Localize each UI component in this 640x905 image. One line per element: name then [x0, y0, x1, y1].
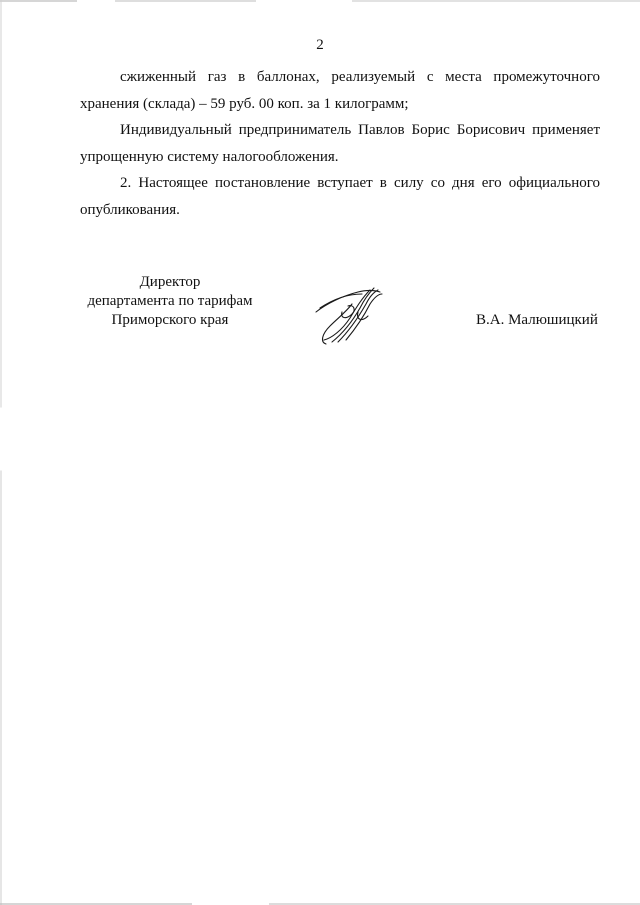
handwritten-signature	[312, 282, 384, 348]
paragraph-line: опубликования.	[80, 202, 180, 218]
paragraph-line: сжиженный газ в баллонах, реализуемый с места промежуточного	[120, 69, 600, 85]
paragraph-effective-date	[80, 170, 600, 224]
scan-edge-top	[0, 0, 640, 2]
signatory-position	[70, 273, 270, 330]
paragraph-line: 2. Настоящее постановление вступает в силу со дня его официального	[120, 175, 600, 191]
paragraph-tax-system	[80, 117, 600, 171]
signatory-position-line: департамента по тарифам	[87, 293, 253, 309]
paragraph-gas-price	[80, 64, 600, 118]
paragraph-line: упрощенную систему налогообложения.	[80, 149, 339, 165]
signer-name: В.А. Малюшицкий	[476, 312, 598, 328]
signatory-position-line: Директор	[139, 274, 201, 290]
page-number: 2	[316, 37, 324, 53]
signatory-position-line: Приморского края	[111, 312, 229, 328]
paragraph-line: хранения (склада) – 59 руб. 00 коп. за 1 килограмм;	[80, 96, 409, 112]
scan-edge-left	[0, 0, 2, 905]
paragraph-line: Индивидуальный предприниматель Павлов Борис Борисович применяет	[120, 122, 600, 138]
